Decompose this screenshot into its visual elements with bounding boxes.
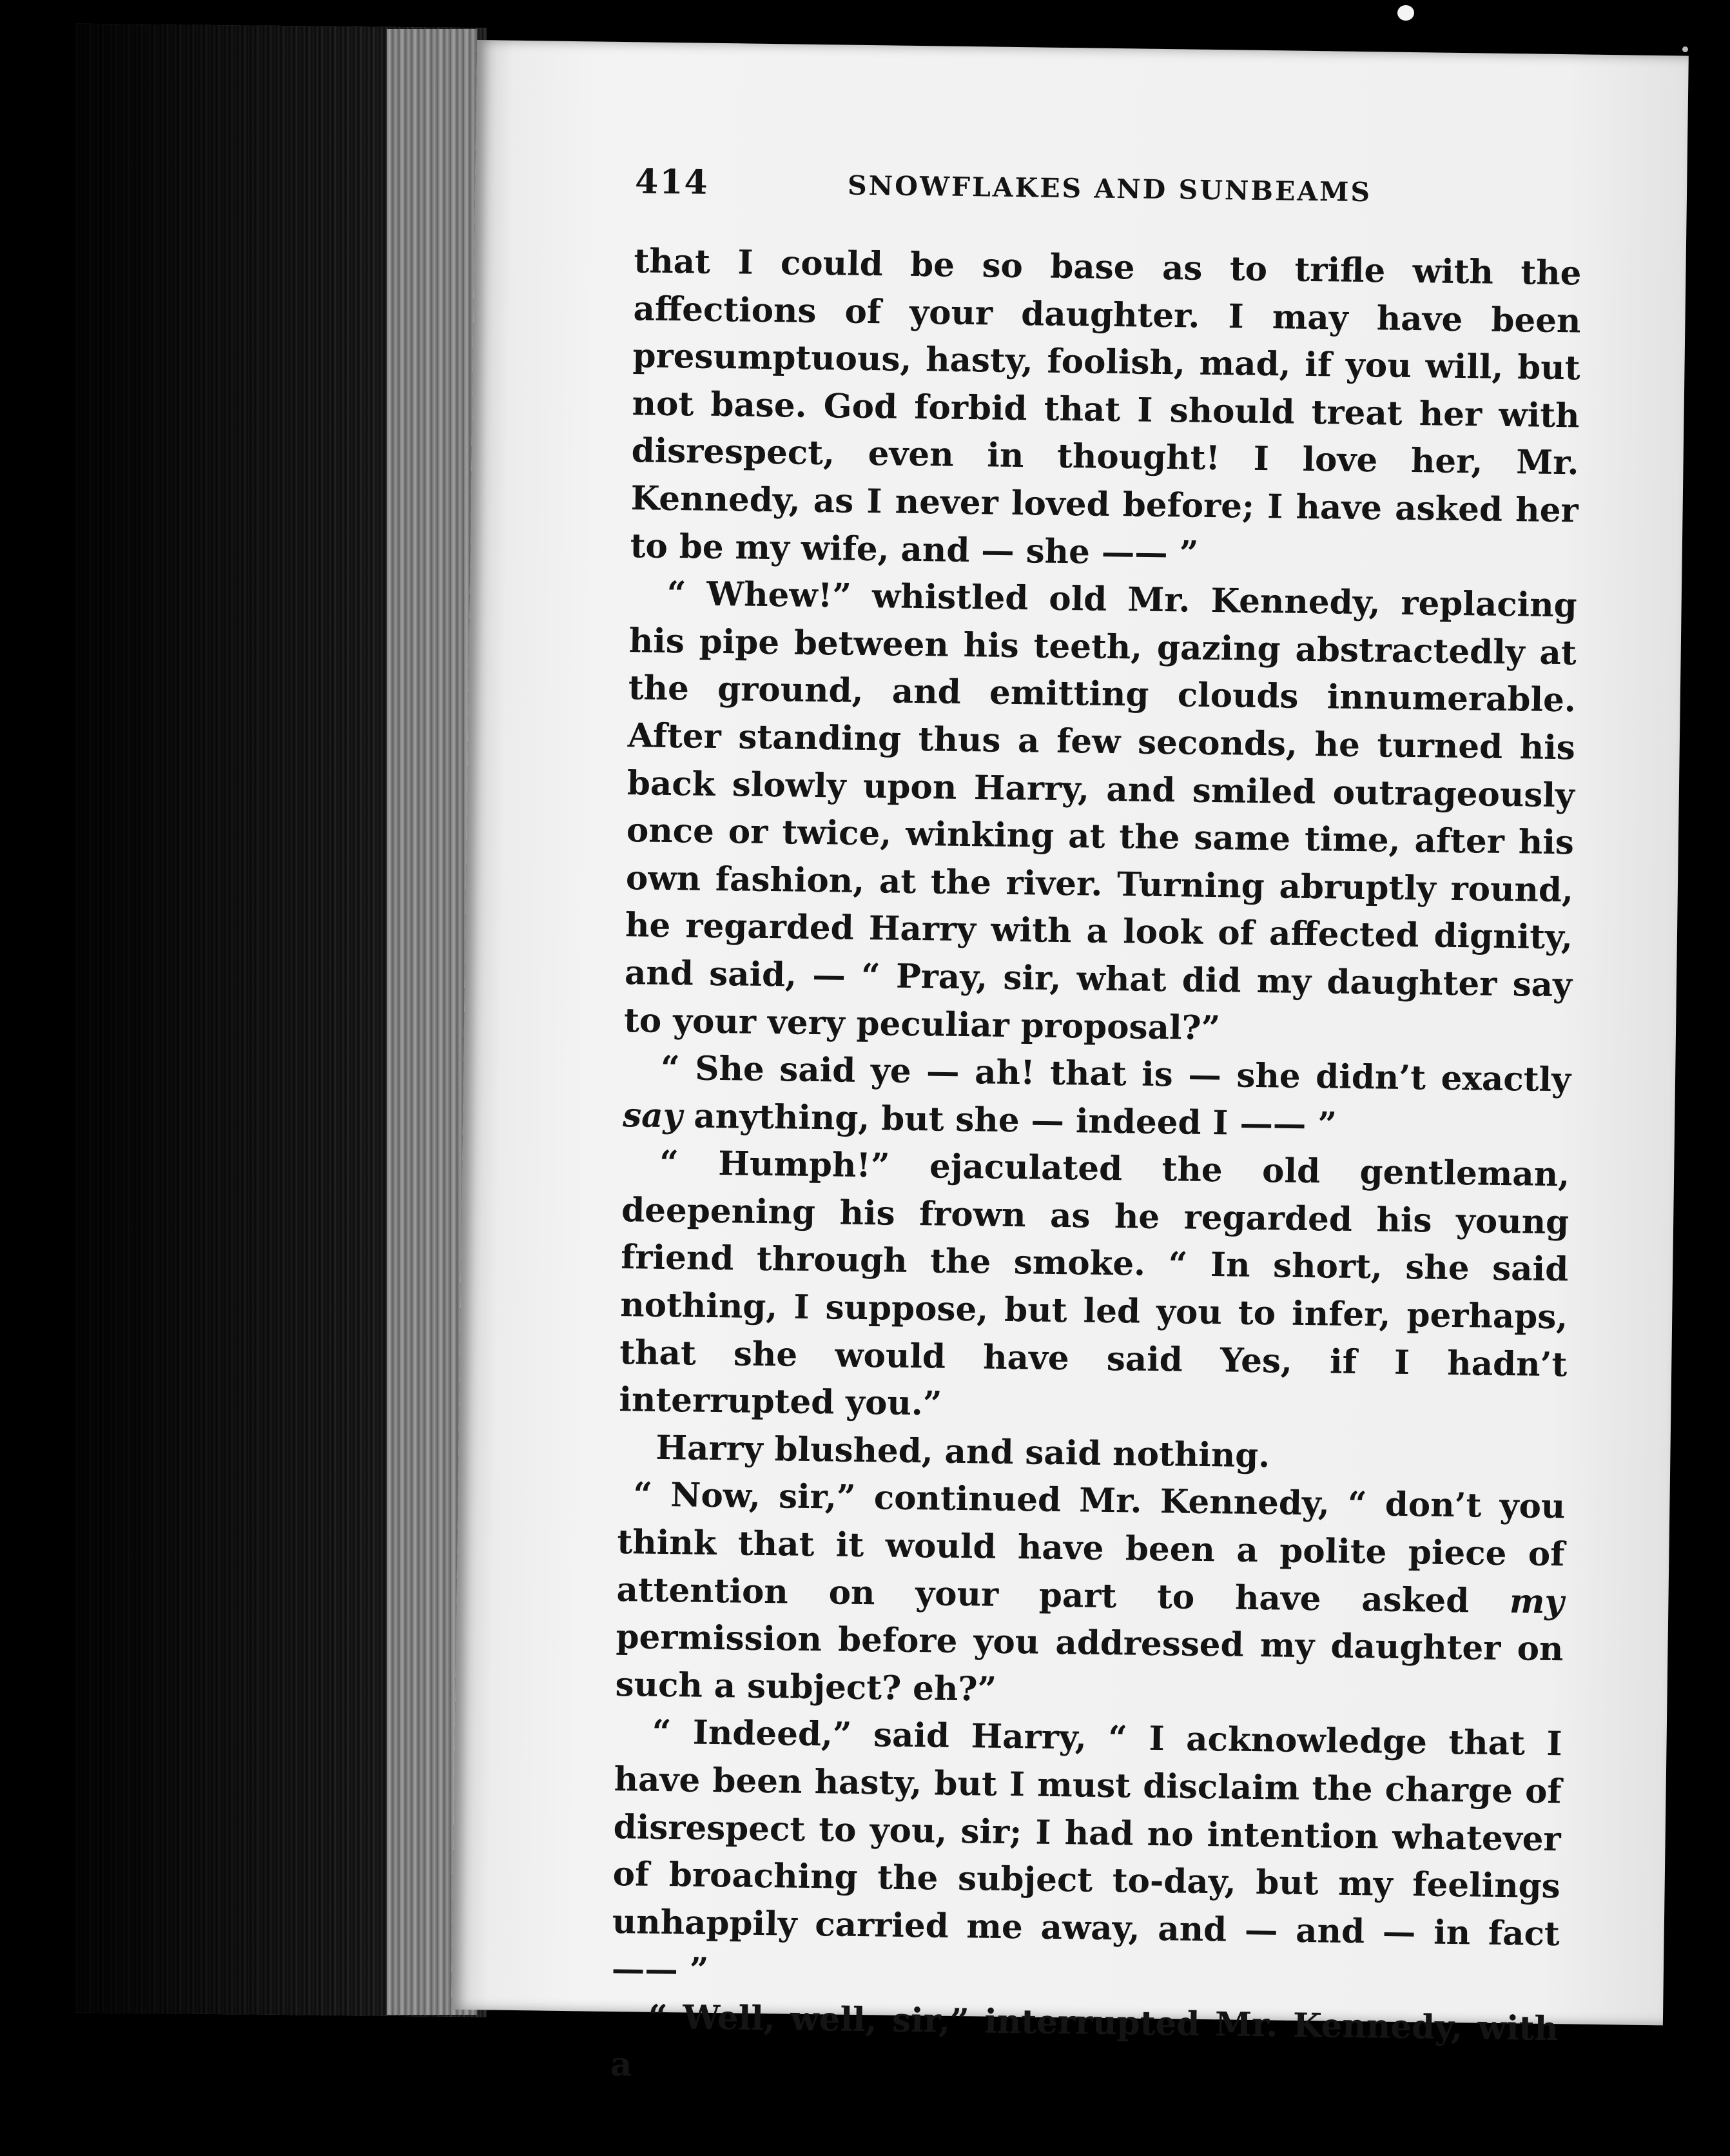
printed-page — [451, 40, 1689, 2084]
paragraph — [624, 570, 1578, 1057]
page-number: 414 — [634, 162, 710, 202]
scan-speck — [1397, 5, 1414, 21]
text-run: “ She said ye — ah! that is — she didn’t exactly — [660, 1048, 1571, 1100]
text-run: “ Humph!” ejaculated the old gentleman, deepening his frown as he regarded his young friend through the smoke. “ In short, she said nothing, I suppose, but led you to infer, perhaps, that she would have said Yes, if I hadn’t interrupted you.” — [619, 1144, 1570, 1424]
text-run: that I could be so base as to trifle with the affections of your daughter. I may have been presumptuous, hasty, foolish, mad, if you will, but not base. God forbid that I should treat her with disrespect, even in thought! I love her, Mr. Kennedy, as I never loved before; I have asked her to be my wife, and — she —— ” — [630, 242, 1582, 573]
italic-text: my — [1509, 1582, 1564, 1622]
text-run: anything, but she — indeed I —— ” — [682, 1097, 1337, 1144]
text-run: Harry blushed, and said nothing. — [656, 1428, 1270, 1476]
running-title: SNOWFLAKES AND SUNBEAMS — [847, 170, 1372, 208]
paragraph — [610, 1994, 1559, 2101]
body-text — [610, 238, 1581, 2101]
text-run: “ Well, well, sir,” interrupted Mr. Kennedy, with a — [610, 1997, 1559, 2084]
paragraph — [623, 1044, 1571, 1152]
running-head — [635, 162, 1583, 219]
paragraph — [619, 1139, 1570, 1436]
page-content — [610, 162, 1582, 2101]
text-run: “ Whew!” whistled old Mr. Kennedy, replacing his pipe between his teeth, gazing abstractedly at the ground, and emitting clouds innumerable. After standing thus a few seconds, he turned his back slowly upon Harry, and smiled outrageously once or twice, winking at the same time, after his own fashion, at the river. Turning abruptly round, he regarded Harry with a look of affected dignity, and said, — “ Pray, sir, what did my daughter say to your very peculiar proposal?” — [623, 574, 1578, 1048]
paragraph — [630, 238, 1582, 582]
text-run: permission before you addressed my daughter on such a subject? eh?” — [615, 1618, 1564, 1709]
text-run: “ Now, sir,” continued Mr. Kennedy, “ don’t you think that it would have been a polite piece of attention on your part to have asked — [616, 1475, 1566, 1621]
paragraph — [615, 1471, 1566, 1721]
text-run: “ Indeed,” said Harry, “ I acknowledge that I have been hasty, but I must disclaim the charge of disrespect to you, sir; I had no intention whatever of broaching the subject to-day, but my feelings unhappily carried me away, and — and — in fact —— ” — [611, 1713, 1562, 1990]
paragraph — [611, 1709, 1562, 2006]
italic-text: say — [622, 1095, 683, 1135]
scan-speck — [1682, 46, 1688, 52]
